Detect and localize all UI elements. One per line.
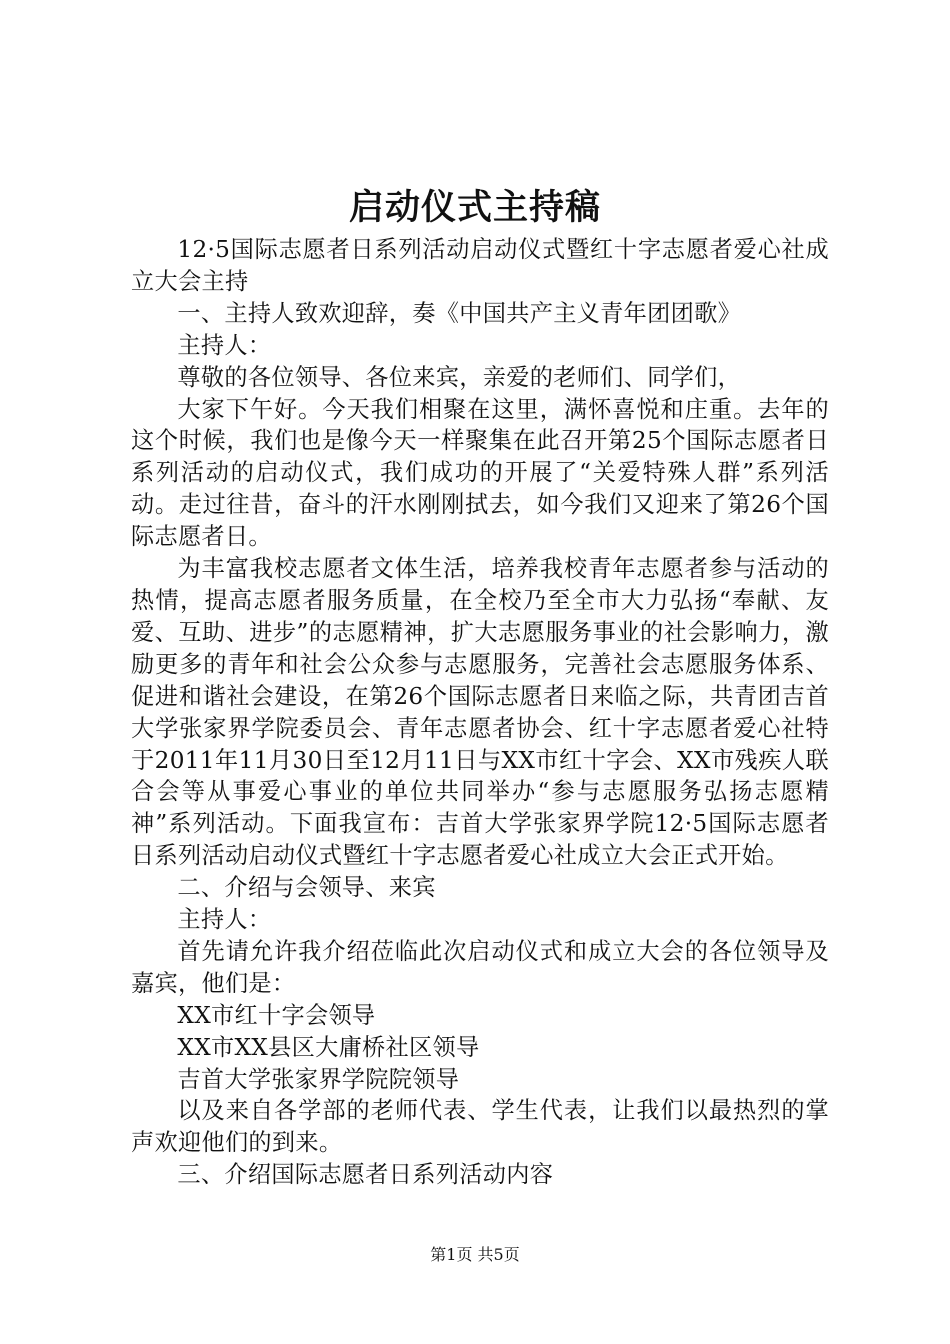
page-number-footer: 第1页 共5页: [430, 1245, 520, 1264]
paragraph-guest-2: XX市XX县区大庸桥社区领导: [177, 1033, 480, 1061]
paragraph-host-label: 主持人：: [177, 331, 272, 359]
paragraph-welcome: 以及来自各学部的老师代表、学生代表，让我们以最热烈的掌声欢迎他们的到来。: [131, 1097, 829, 1157]
paragraph-guest-3: 吉首大学张家界学院院领导: [177, 1065, 460, 1093]
paragraph-opening: 大家下午好。今天我们相聚在这里，满怀喜悦和庄重。去年的这个时候，我们也是像今天一样聚集在此召开第25个国际志愿者日系列活动的启动仪式，我们成功的开展了“关爱特殊人群”系列活动。走过往昔，奋斗的汗水刚刚拭去，如今我们又迎来了第26个国际志愿者日。: [131, 395, 829, 551]
paragraph-section-one: 一、主持人致欢迎辞，奏《中国共产主义青年团团歌》: [177, 299, 742, 327]
paragraph-guest-1: XX市红十字会领导: [177, 1001, 376, 1029]
paragraph-announcement: 为丰富我校志愿者文体生活，培养我校青年志愿者参与活动的热情，提高志愿者服务质量，在全校乃至全市大力弘扬“奉献、友爱、互助、进步”的志愿精神，扩大志愿服务事业的社会影响力，激励更多的青年和社会公众参与志愿服务，完善社会志愿服务体系、促进和谐社会建设，在第26个国际志愿者日来临之际，共青团吉首大学张家界学院委员会、青年志愿者协会、红十字志愿者爱心社特于2011年11月30日至12月11日与XX市红十字会、XX市残疾人联合会等从事爱心事业的单位共同举办“参与志愿服务弘扬志愿精神”系列活动。下面我宣布：吉首大学张家界学院12·5国际志愿者日系列活动启动仪式暨红十字志愿者爱心社成立大会正式开始。: [131, 555, 829, 870]
paragraph-greeting: 尊敬的各位领导、各位来宾，亲爱的老师们、同学们，: [177, 363, 742, 391]
paragraph-section-three: 三、介绍国际志愿者日系列活动内容: [177, 1161, 554, 1189]
document-title: 启动仪式主持稿: [348, 187, 601, 228]
paragraph-host-label-2: 主持人：: [177, 906, 272, 934]
paragraph-intro: 12·5国际志愿者日系列活动启动仪式暨红十字志愿者爱心社成立大会主持: [131, 236, 829, 295]
document-body: [131, 234, 829, 1191]
paragraph-introduction: 首先请允许我介绍莅临此次启动仪式和成立大会的各位领导及嘉宾，他们是：: [131, 937, 829, 997]
paragraph-section-two: 二、介绍与会领导、来宾: [177, 874, 436, 902]
